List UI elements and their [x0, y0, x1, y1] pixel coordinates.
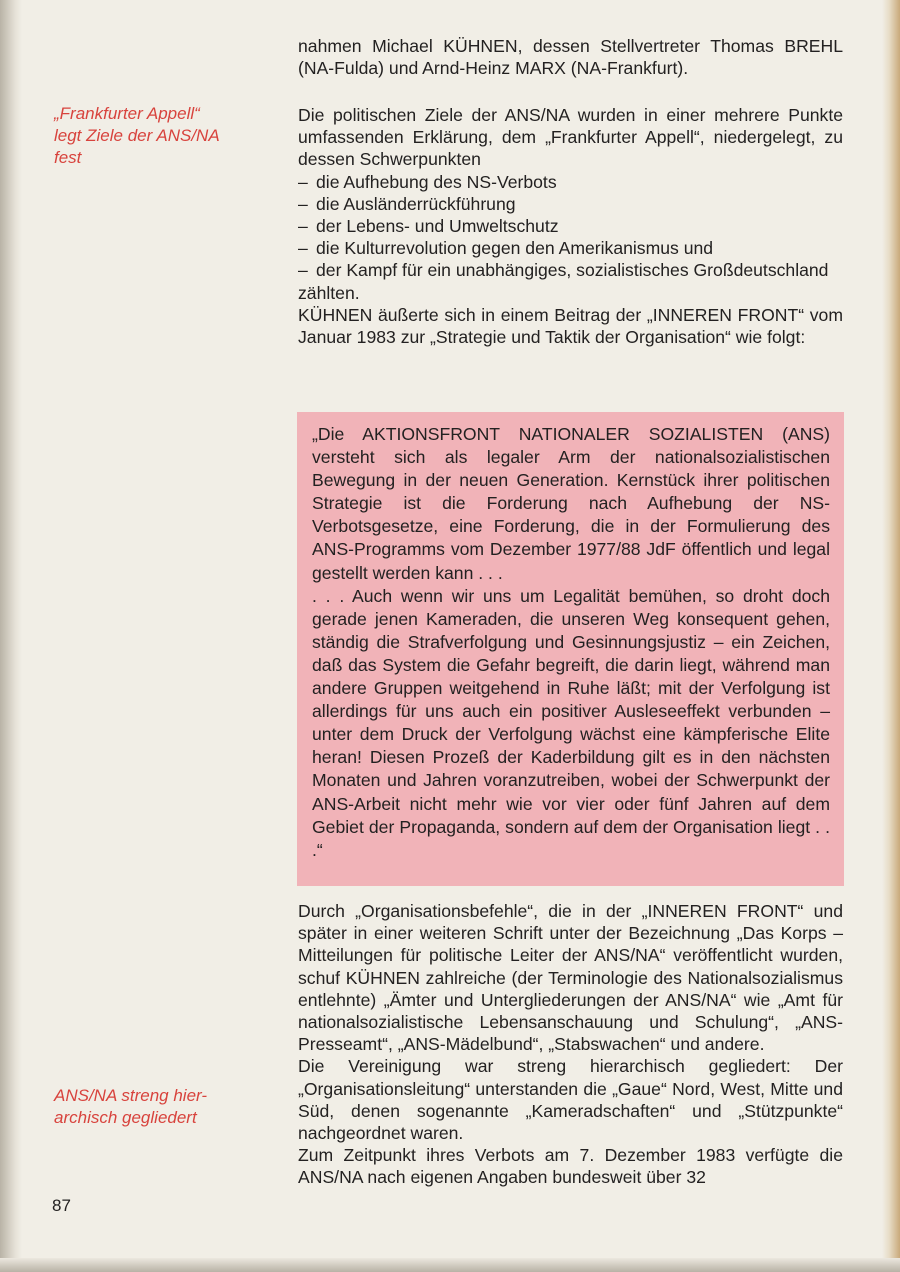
quote-intro-paragraph: KÜHNEN äußerte sich in einem Beitrag der „INNEREN FRONT“ vom Januar 1983 zur „Strategie und Taktik der Organisation“ wie folgt: [298, 304, 843, 348]
organisation-paragraph: Durch „Organisationsbefehle“, die in der „INNEREN FRONT“ und später in einer weiteren Schrift unter der Bezeichnung „Das Korps – Mitteilungen für politische Leiter der ANS/NA“ veröffentlicht wurden, schuf KÜHNEN zahlreiche (der Terminologie des Nationalsozialismus entlehnte) „Ämter und Untergliederungen der ANS/NA“ wie „Amt für nationalsozialistische Lebensanschauung und Schulung“, „ANS-Presseamt“, „ANS-Mädelbund“, „Stabswachen“ und andere. [298, 901, 843, 1055]
aims-block [298, 104, 843, 348]
aims-list [298, 171, 843, 282]
page-edge-right [882, 0, 900, 1272]
page-number: 87 [52, 1196, 71, 1215]
intro-block [298, 35, 843, 79]
margin-note-hierarchy: ANS/NA streng hier- archisch gegliedert [54, 1086, 208, 1127]
intro-paragraph: nahmen Michael KÜHNEN, dessen Stellvertreter Thomas BREHL (NA-Fulda) und Arnd-Heinz MARX (NA-Frankfurt). [298, 36, 843, 79]
kuehnen-quote [312, 423, 830, 862]
aims-list-item: – die Ausländerrückführung [298, 193, 843, 215]
aims-list-item: – die Kulturrevolution gegen den Amerikanismus und [298, 237, 843, 259]
aims-list-item: – der Kampf für ein unabhängiges, sozialistisches Großdeutschland [298, 259, 843, 281]
ban-paragraph: Zum Zeitpunkt ihres Verbots am 7. Dezember 1983 verfügte die ANS/NA nach eigenen Angaben bundesweit über 32 [298, 1145, 843, 1188]
margin-note-frankfurter-appell: „Frankfurter Appell“ legt Ziele der ANS/NA fest [54, 104, 220, 167]
page-edge-left [0, 0, 22, 1272]
quote-paragraph-1: „Die AKTIONSFRONT NATIONALER SOZIALISTEN (ANS) versteht sich als legaler Arm der nationalsozialistischen Bewegung in der neuen Generation. Kernstück ihrer politischen Strategie ist die Forderung nach Aufhebung der NS-Verbotsgesetze, eine Forderung, die in der Formulierung des ANS-Programms vom Dezember 1977/88 JdF öffentlich und legal gestellt werden kann . . . [312, 424, 830, 583]
aims-ending: zählten. [298, 282, 360, 303]
hierarchy-paragraph: Die Vereinigung war streng hierarchisch gegliedert: Der „Organisationsleitung“ unterstanden die „Gaue“ Nord, West, Mitte und Süd, denen sogenannte „Kameradschaften“ und „Stützpunkte“ nachgeordnet waren. [298, 1056, 843, 1144]
aims-list-item: – die Aufhebung des NS-Verbots [298, 171, 843, 193]
aims-paragraph: Die politischen Ziele der ANS/NA wurden in einer mehrere Punkte umfassenden Erklärung, dem „Frankfurter Appell“, niedergelegt, zu dessen Schwerpunkten [298, 105, 843, 170]
page-edge-bottom [0, 1258, 900, 1272]
aims-list-item: – der Lebens- und Umweltschutz [298, 215, 843, 237]
organisation-block [298, 900, 843, 1189]
quote-paragraph-2: . . . Auch wenn wir uns um Legalität bemühen, so droht doch gerade jenen Kameraden, die unseren Weg konsequent gehen, ständig die Strafverfolgung und Gesinnungsjustiz – ein Zeichen, daß das System die Gefahr begreift, die darin liegt, während man andere Gruppen weitgehend in Ruhe läßt; mit der Verfolgung ist allerdings für uns auch ein positiver Ausleseeffekt verbunden – unter dem Druck der Verfolgung wächst eine kämpferische Elite heran! Diesen Prozeß der Kaderbildung gilt es in den nächsten Monaten und Jahren voranzutreiben, wobei der Schwerpunkt der ANS-Arbeit nicht mehr wie vor vier oder fünf Jahren auf dem Gebiet der Propaganda, sondern auf dem der Organisation liegt . . .“ [312, 585, 830, 860]
